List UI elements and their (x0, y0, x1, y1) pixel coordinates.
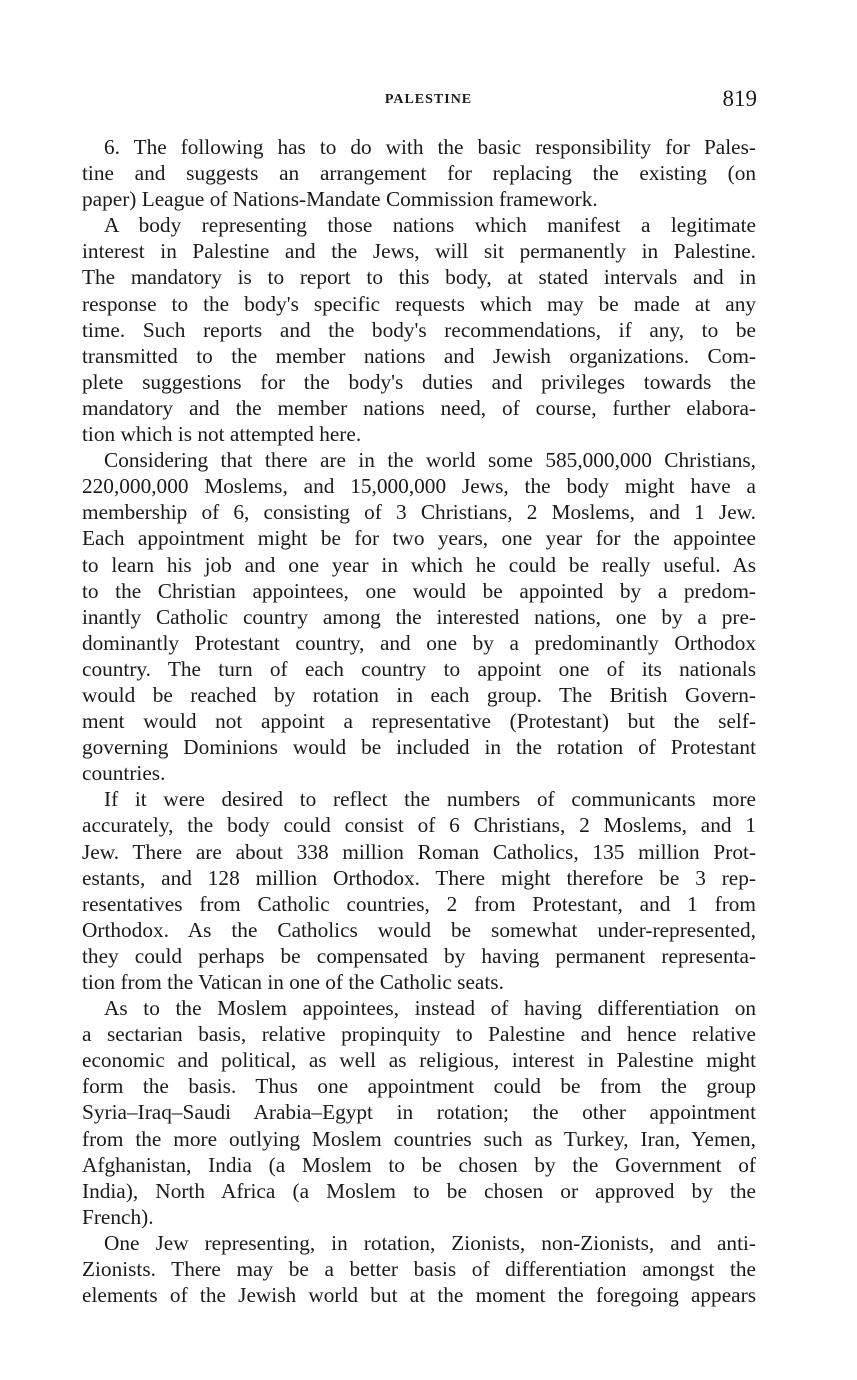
text-line: tine and suggests an arrangement for replacing the existing (on (82, 161, 756, 186)
paragraph (82, 447, 756, 786)
text-line: Orthodox. As the Catholics would be somewhat under-represented, (82, 917, 756, 942)
text-line: ment would not appoint a representative (Protestant) but the self- (82, 709, 756, 734)
text-line: As to the Moslem appointees, instead of having differentiation on (104, 996, 756, 1021)
running-header: PALESTINE (384, 92, 473, 107)
text-line: would be reached by rotation in each group. The British Govern- (82, 682, 756, 707)
text-line: country. The turn of each country to appoint one of its nationals (82, 656, 756, 681)
text-line: 6. The following has to do with the basic responsibility for Pales- (104, 135, 756, 159)
text-line: If it were desired to reflect the numbers of communicants more (104, 787, 756, 812)
text-line: The mandatory is to report to this body, at stated intervals and in (82, 265, 756, 290)
text-line: paper) League of Nations-Mandate Commission framework. (82, 187, 598, 212)
text-line: time. Such reports and the body's recommendations, if any, to be (82, 317, 756, 342)
text-line: form the basis. Thus one appointment could be from the group (82, 1074, 756, 1099)
text-line: response to the body's specific requests which may be made at any (82, 291, 756, 316)
text-line: resentatives from Catholic countries, 2 from Protestant, and 1 from (82, 891, 756, 916)
text-line: to the Christian appointees, one would be appointed by a predom- (82, 578, 756, 603)
text-line: Each appointment might be for two years, one year for the appointee (82, 526, 756, 551)
page-number: 819 (722, 86, 757, 111)
text-line: a sectarian basis, relative propinquity to Palestine and hence relative (82, 1022, 756, 1047)
text-line: One Jew representing, in rotation, Zionists, non-Zionists, and anti- (104, 1230, 756, 1255)
text-line: accurately, the body could consist of 6 Christians, 2 Moslems, and 1 (82, 813, 756, 838)
text-line: dominantly Protestant country, and one by a predominantly Orthodox (82, 630, 756, 655)
text-line: French). (82, 1204, 154, 1229)
text-line: Considering that there are in the world some 585,000,000 Christians, (104, 448, 756, 473)
body-text (82, 134, 756, 1308)
text-line: Zionists. There may be a better basis of differentiation amongst the (82, 1257, 756, 1282)
text-line: plete suggestions for the body's duties and privileges towards the (82, 369, 756, 394)
text-line: they could perhaps be compensated by having permanent representa- (82, 943, 756, 968)
text-line: transmitted to the member nations and Jewish organizations. Com- (82, 343, 756, 368)
text-line: India), North Africa (a Moslem to be chosen or approved by the (82, 1178, 756, 1203)
text-line: inantly Catholic country among the interested nations, one by a pre- (82, 604, 756, 629)
text-line: tion from the Vatican in one of the Catholic seats. (82, 970, 504, 994)
text-line: tion which is not attempted here. (82, 422, 362, 447)
text-line: Afghanistan, India (a Moslem to be chosen by the Government of (82, 1152, 756, 1177)
text-line: governing Dominions would be included in the rotation of Protestant (82, 735, 756, 760)
text-line: mandatory and the member nations need, of course, further elabora- (82, 395, 756, 420)
text-line: A body representing those nations which manifest a legitimate (104, 213, 756, 238)
text-line: 220,000,000 Moslems, and 15,000,000 Jews, the body might have a (82, 474, 756, 499)
text-line: Jew. There are about 338 million Roman Catholics, 135 million Prot- (82, 839, 756, 864)
text-line: countries. (82, 761, 166, 786)
text-line: membership of 6, consisting of 3 Christians, 2 Moslems, and 1 Jew. (82, 500, 756, 525)
paragraph (82, 995, 756, 1230)
text-line: elements of the Jewish world but at the moment the foregoing appears (82, 1283, 756, 1308)
paragraph (82, 786, 756, 995)
text-line: from the more outlying Moslem countries such as Turkey, Iran, Yemen, (82, 1126, 756, 1151)
paragraph (82, 134, 756, 212)
text-line: to learn his job and one year in which he could be really useful. As (82, 552, 756, 577)
text-line: Syria–Iraq–Saudi Arabia–Egypt in rotation; the other appointment (82, 1100, 756, 1125)
text-line: economic and political, as well as religious, interest in Palestine might (82, 1048, 756, 1073)
paragraph (82, 1230, 756, 1308)
paragraph (82, 212, 756, 447)
text-line: interest in Palestine and the Jews, will sit permanently in Palestine. (82, 239, 756, 264)
text-line: estants, and 128 million Orthodox. There might therefore be 3 rep- (82, 865, 756, 890)
